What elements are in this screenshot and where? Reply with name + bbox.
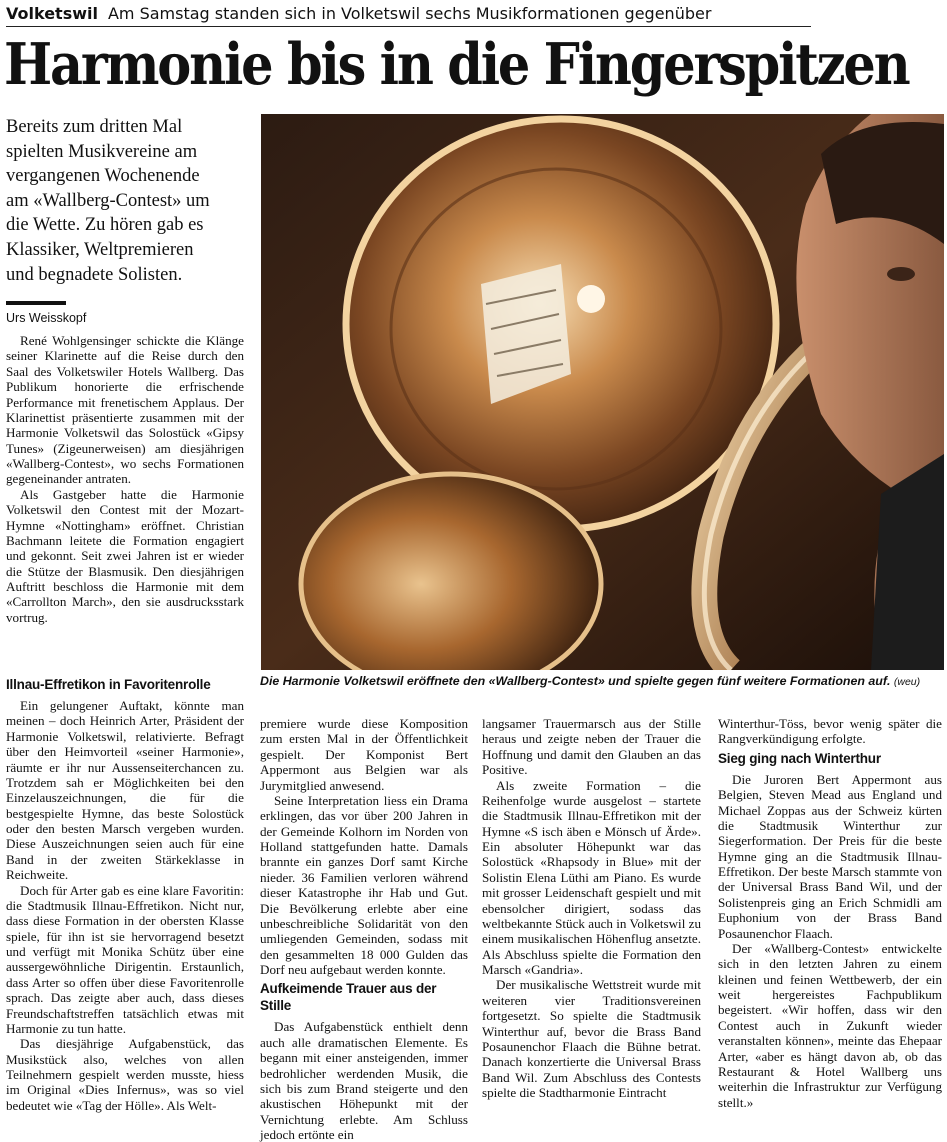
section-heading: Sieg ging nach Winterthur: [718, 750, 881, 766]
body-paragraph: Das diesjährige Aufgabenstück, das Musikstück also, welches von allen Teilnehmern gespielt werden musste, hiess im Original «Dies Infernus», was so viel bedeutet wie «Tag der Hölle». Als Welt-: [6, 1036, 244, 1113]
lead-paragraph: [6, 115, 242, 287]
photo-credit: (weu): [893, 676, 921, 688]
photo-caption: [260, 672, 944, 691]
body-paragraph: langsamer Trauermarsch aus der Stille heraus und zeigte neben der Trauer die Hoffnung und damit den Glauben an das Positive.: [482, 716, 701, 778]
lead-line: Bereits zum dritten Mal: [6, 117, 183, 137]
article-photo: [261, 114, 944, 670]
body-paragraph: Der musikalische Wettstreit wurde mit weiteren vier Traditionsvereinen fortgesetzt. So spielte die Stadtmusik Winterthur auf, bevor die Brass Band Posaunenchor Flaach die Bühne betrat. Danach konzertierte die Universal Brass Band Wil. Zum Abschluss des Contests spielte die Stadtharmonie Eintracht: [482, 977, 701, 1100]
lead-line: vergangenen Wochenende: [6, 166, 200, 187]
headline: Harmonie bis in die Fingerspitzen: [4, 31, 909, 99]
kicker-place: Volketswil: [6, 4, 98, 23]
lead-line: Klassiker, Weltpremieren: [6, 239, 194, 260]
author-rule: [6, 301, 66, 305]
body-paragraph: René Wohlgensinger schickte die Klänge seiner Klarinette auf die Reise durch den Saal des Volketswiler Hotels Wallberg. Das Publikum honorierte die erfrischende Performance mit frenetischem Applaus. Der Klarinettist präsentierte zusammen mit der Harmonie Volketswil das Solostück «Gipsy Tunes» (Zigeunerweisen) am diesjährigen «Wallberg-Contest», wo sechs Formationen gegeneinander antraten.: [6, 333, 244, 487]
section-heading: Illnau-Effretikon in Favoritenrolle: [6, 677, 211, 692]
lead-line: spielten Musikvereine am: [6, 141, 198, 162]
article-column-2: [260, 716, 468, 1142]
lead-line: die Wette. Zu hören gab es: [6, 215, 204, 236]
article-column-1: [6, 333, 244, 625]
author-byline: Urs Weisskopf: [6, 311, 87, 325]
lead-line: am «Wallberg-Contest» um: [6, 190, 210, 211]
caption-text: Die Harmonie Volketswil eröffnete den «Wallberg-Contest» und spielte gegen fünf weitere Formationen auf.: [260, 674, 891, 688]
kicker-text: Am Samstag standen sich in Volketswil sechs Musikformationen gegenüber: [107, 4, 712, 23]
body-paragraph: Als Gastgeber hatte die Harmonie Volketswil den Contest mit der Mozart-Hymne «Nottingham» eröffnet. Christian Bachmann leitete die Formation engagiert und gekonnt. Seit zwei Jahren ist er wieder die Stütze der Blasmusik. Den diesjährigen Auftritt beschloss die Harmonie mit dem «Carrollton March», den sie ausdrucksstark vortrug.: [6, 486, 244, 625]
body-paragraph: Seine Interpretation liess ein Drama erklingen, das vor über 200 Jahren in der Gemeinde Kolhorn im Norden von Holland stattgefunden hatte. Damals brannte ein ganzes Dorf samt Kirche nieder. 36 Familien verloren während dieser Katastrophe ihr Hab und Gut. Die Bevölkerung erlebte aber eine unbeschreibliche Solidarität von den umliegenden Gemeinden, sodass mit den gesammelten 18 000 Gulden das Dorf neu aufgebaut werden konnte.: [260, 792, 468, 977]
article-column-3: [482, 716, 701, 1100]
article-column-4: [718, 716, 942, 1110]
body-paragraph: premiere wurde diese Komposition zum ersten Mal in der Öffentlichkeit gespielt. Der Komponist Bert Appermont aus Belgien war als Jurymitglied anwesend.: [260, 716, 468, 793]
article-column-1-lower: [6, 673, 244, 1113]
body-paragraph: Als zweite Formation – die Reihenfolge wurde ausgelost – startete die Stadtmusik Illnau-Effretikon mit der Hymne «S isch äben e Mönsch uf Ärde». Ein absoluter Höhepunkt war das Solostück «Rhapsody in Blue» mit der Solistin Elena Lüthi am Piano. Es wurde mit grosser Leidenschaft gespielt und mit ebensolcher dirigiert, sodass das weltbekannte Stück auch in Volketswil zu einem musikalischen Höhenflug ansetzte. Als Abschluss spielte die Formation den Marsch «Gandria».: [482, 777, 701, 977]
section-heading: Aufkeimende Trauer aus der Stille: [260, 981, 437, 1014]
body-paragraph: Winterthur-Töss, bevor wenig später die Rangverkündigung erfolgte.: [718, 716, 942, 747]
body-paragraph: Ein gelungener Auftakt, könnte man meinen – doch Heinrich Arter, Präsident der Harmonie Volketswil, relativierte. Befragt über den Heimvorteil «seiner Harmonie», räumte er ihr nur Aussenseiterchancen zu. Trotzdem sah er Möglichkeiten bei den Einzelauszeichnungen, die für die bestgespielte Hymne, das beste Solostück oder den besten Marsch vergeben wurden. Diese Auszeichnungen seien auch für eine Band in der zweiten Stärkeklasse in Reichweite.: [6, 698, 244, 883]
body-paragraph: Der «Wallberg-Contest» entwickelte sich in den letzten Jahren zu einem kleinen und feinen Wettbewerb, der ein weit hergereistes Fachpublikum begeistert. «Wir hoffen, dass wir den Contest auch in Zukunft wieder veranstalten können», meinte das Ehepaar Arter, «aber es hängt davon ab, ob das Restaurant & Hotel Wallberg uns weiterhin die Infrastruktur zur Verfügung stellt.»: [718, 940, 942, 1110]
body-paragraph: Die Juroren Bert Appermont aus Belgien, Steven Mead aus England und Michael Zoppas aus der Schweiz kürten die Stadtmusik Winterthur zur Siegerformation. Der Preis für die beste Hymne ging an die Stadtmusik Illnau-Effretikon. Der beste Marsch stammte von der Universal Brass Band Wil, und der Solistenpreis ging an Erich Schmidli am Euphonium von der Brass Band Posaunenchor Flaach.: [718, 771, 942, 941]
body-paragraph: Das Aufgabenstück enthielt denn auch alle dramatischen Elemente. Es begann mit einer ansteigenden, immer bedrohlicher werdenden Musik, die sich bis zum Brand steigerte und den akustischen Höhepunkt mit der Vernichtung erlebte. Am Schluss jedoch ertönte ein: [260, 1019, 468, 1142]
body-paragraph: Doch für Arter gab es eine klare Favoritin: die Stadtmusik Illnau-Effretikon. Nicht nur, dass diese Formation in der obersten Klasse spiele, für ihn ist sie hervorragend besetzt und verfügt mit Monika Schütz über eine aussergewöhnliche Dirigentin. Erstaunlich, dass Arter so offen über diese Favoritenrolle sprach. Das zeigte aber auch, dass dieses Freundschaftstreffen tatsächlich etwas mit Harmonie zu tun hatte.: [6, 882, 244, 1036]
lead-line: und begnadete Solisten.: [6, 264, 183, 285]
